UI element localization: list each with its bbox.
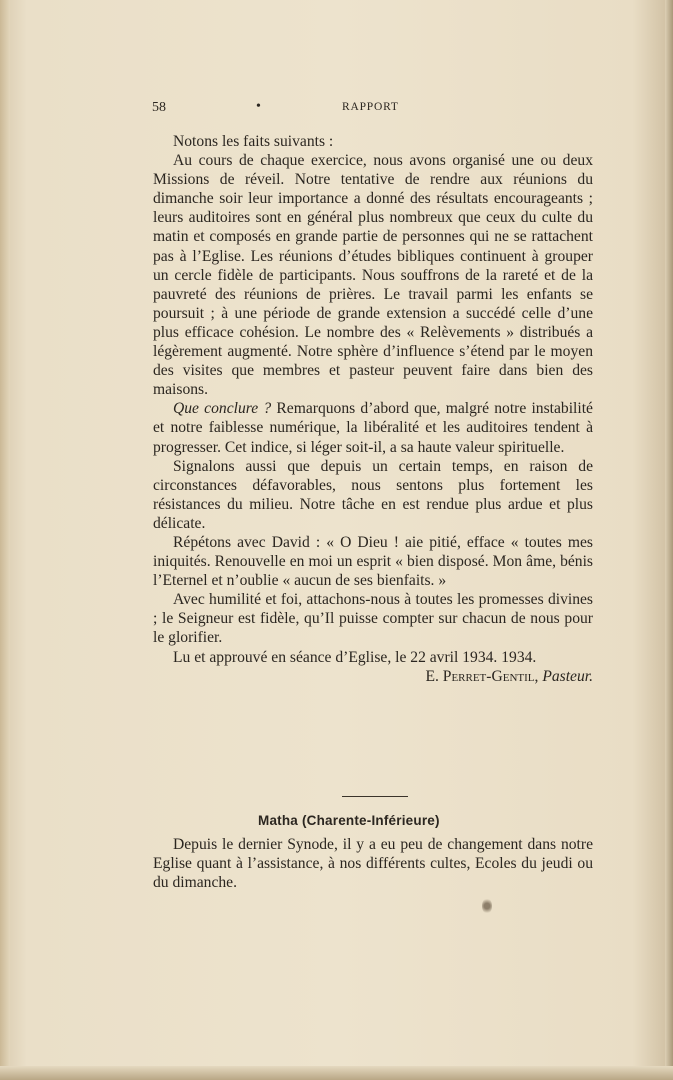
page-bottom-edge (0, 1066, 673, 1080)
page-left-edge (0, 0, 10, 1080)
signature (153, 667, 593, 686)
conclusion-lead: Que conclure ? (173, 400, 272, 418)
page-header (152, 100, 596, 120)
signature-name: E. Perret-Gentil, (425, 667, 539, 685)
paragraph-resistance: Signalons aussi que depuis un certain temps, en raison de circonstances défavorables, nous sentons plus fortement les résistances du milieu. Notre tâche en est rendue plus ardue et plus délicate. (153, 457, 593, 532)
paragraph-exhortation: Avec humilité et foi, attachons-nous à toutes les promesses divines ; le Seigneur est fidèle, qu’Il puisse compter sur chacun de nous pour le glorifier. (153, 591, 593, 647)
running-head: RAPPORT (342, 101, 399, 113)
section-paragraph: Depuis le dernier Synode, il y a eu peu de changement dans notre Eglise quant à l’assistance, à nos différents cultes, Ecoles du jeudi ou du dimanche. (153, 836, 593, 892)
page-right-edge (665, 0, 673, 1080)
header-dot: • (256, 99, 261, 114)
paragraph-activities: Au cours de chaque exercice, nous avons organisé une ou deux Missions de réveil. Notre tentative de rendre aux réunions du dimanche soir leur importance a donné des résultats encourageants ; leurs auditoires sont en général plus nombreux que ceux du culte du matin et composés en grande partie de personnes qui ne se rattachent pas à l’Eglise. Les réunions d’études bibliques continuent à grouper un cercle fidèle de participants. Nous souffrons de la rareté et de la pauvreté des réunions de prières. Le travail parmi les enfants se poursuit ; à une période de grande extension a succédé celle d’une plus efficace cohésion. Le nombre des « Relèvements » distribués a légèrement augmenté. Notre sphère d’influence s’étend par le moyen des visites que membres et pasteur peuvent faire dans bien des maisons. (153, 152, 593, 399)
report-body (153, 132, 593, 686)
page-number: 58 (152, 100, 166, 115)
ink-stain (482, 898, 492, 914)
paragraph-psalm: Répétons avec David : « O Dieu ! aie pitié, efface « toutes mes iniquités. Renouvelle en moi un esprit « bien disposé. Mon âme, bénis l’Eternel et n’oublie « aucun de ses bienfaits. » (153, 533, 593, 590)
section-heading: Matha (Charente-Inférieure) (258, 813, 440, 828)
paragraph-conclusion (153, 399, 593, 456)
signature-title: Pasteur. (542, 667, 593, 685)
section-divider (342, 796, 408, 797)
conclusion-text: Remarquons d’abord que, malgré notre instabilité et notre faiblesse numérique, la libéralité et les auditoires tendent à progresser. Cet indice, si léger soit-il, a sa haute valeur spirituelle. (153, 400, 593, 456)
paragraph-approval: Lu et approuvé en séance d’Eglise, le 22 avril 1934. 1934. (173, 648, 537, 666)
paragraph-intro: Notons les faits suivants : (173, 133, 334, 150)
section-body (153, 835, 593, 892)
